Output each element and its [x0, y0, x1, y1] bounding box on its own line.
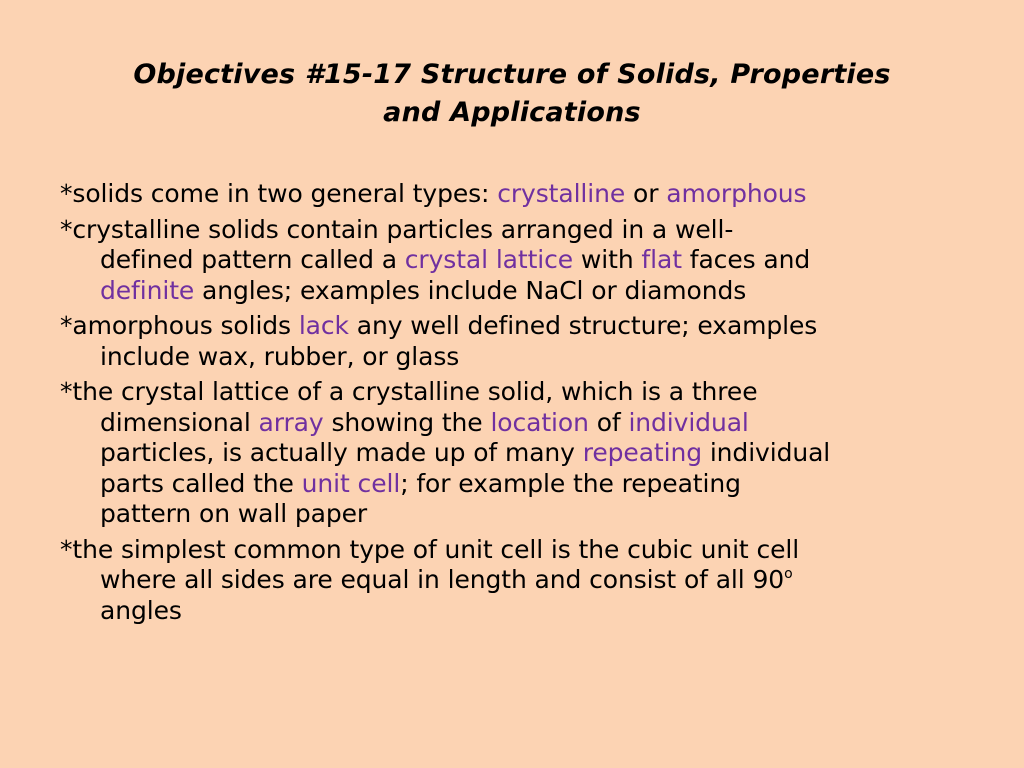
bullet-text: angles; examples include NaCl or diamonds — [194, 275, 747, 305]
bullet-text: showing the — [323, 407, 491, 437]
bullet-text: *amorphous solids — [60, 311, 299, 340]
bullet-text: individual — [701, 438, 831, 467]
bullet-text: ; for example the repeating — [400, 468, 741, 498]
bullet-text: with — [573, 245, 642, 274]
keyword-term: flat — [641, 245, 682, 274]
bullet-text: *crystalline solids contain particles arranged in a well- — [60, 214, 734, 244]
keyword-term: definite — [100, 275, 195, 305]
bullet-text: particles, is actually made up of many — [100, 438, 583, 467]
keyword-term: array — [258, 407, 324, 437]
bullet-text: any well defined structure; examples — [348, 311, 818, 340]
bullet-paragraph — [60, 377, 980, 530]
bullet-text: where all sides are equal in length and consist of all 90 — [100, 565, 785, 594]
keyword-term: lack — [298, 311, 349, 340]
bullet-text: or — [625, 179, 667, 208]
slide-title-line-2: and Applications — [383, 97, 641, 128]
keyword-term: crystal lattice — [404, 245, 574, 274]
bullet-paragraph — [60, 215, 980, 307]
bullet-paragraph — [60, 179, 980, 210]
bullet-text: dimensional — [100, 407, 259, 437]
bullet-text: parts called the — [100, 468, 302, 498]
keyword-term: unit cell — [301, 468, 401, 498]
keyword-term: individual — [628, 407, 749, 437]
bullet-text: defined pattern called a — [100, 245, 405, 274]
slide-title-line-1: Objectives #15-17 Structure of Solids, Properties — [133, 59, 891, 90]
bullet-text: *the crystal lattice of a crystalline solid, which is a three — [60, 377, 758, 406]
bullet-list — [60, 179, 980, 631]
bullet-text: angles — [100, 595, 182, 625]
bullet-text: include wax, rubber, or glass — [100, 341, 460, 371]
bullet-paragraph — [60, 311, 980, 372]
bullet-text: of — [588, 407, 629, 437]
bullet-text: *solids come in two general types: — [60, 179, 498, 208]
keyword-term: amorphous — [666, 179, 807, 208]
degree-superscript: o — [784, 566, 793, 582]
bullet-text: faces and — [681, 245, 811, 274]
keyword-term: crystalline — [497, 179, 626, 208]
slide-title — [40, 56, 984, 132]
bullet-paragraph — [60, 535, 980, 627]
keyword-term: location — [490, 407, 589, 437]
keyword-term: repeating — [582, 438, 702, 467]
bullet-text: *the simplest common type of unit cell is the cubic unit cell — [60, 534, 800, 564]
bullet-text: pattern on wall paper — [100, 499, 368, 528]
